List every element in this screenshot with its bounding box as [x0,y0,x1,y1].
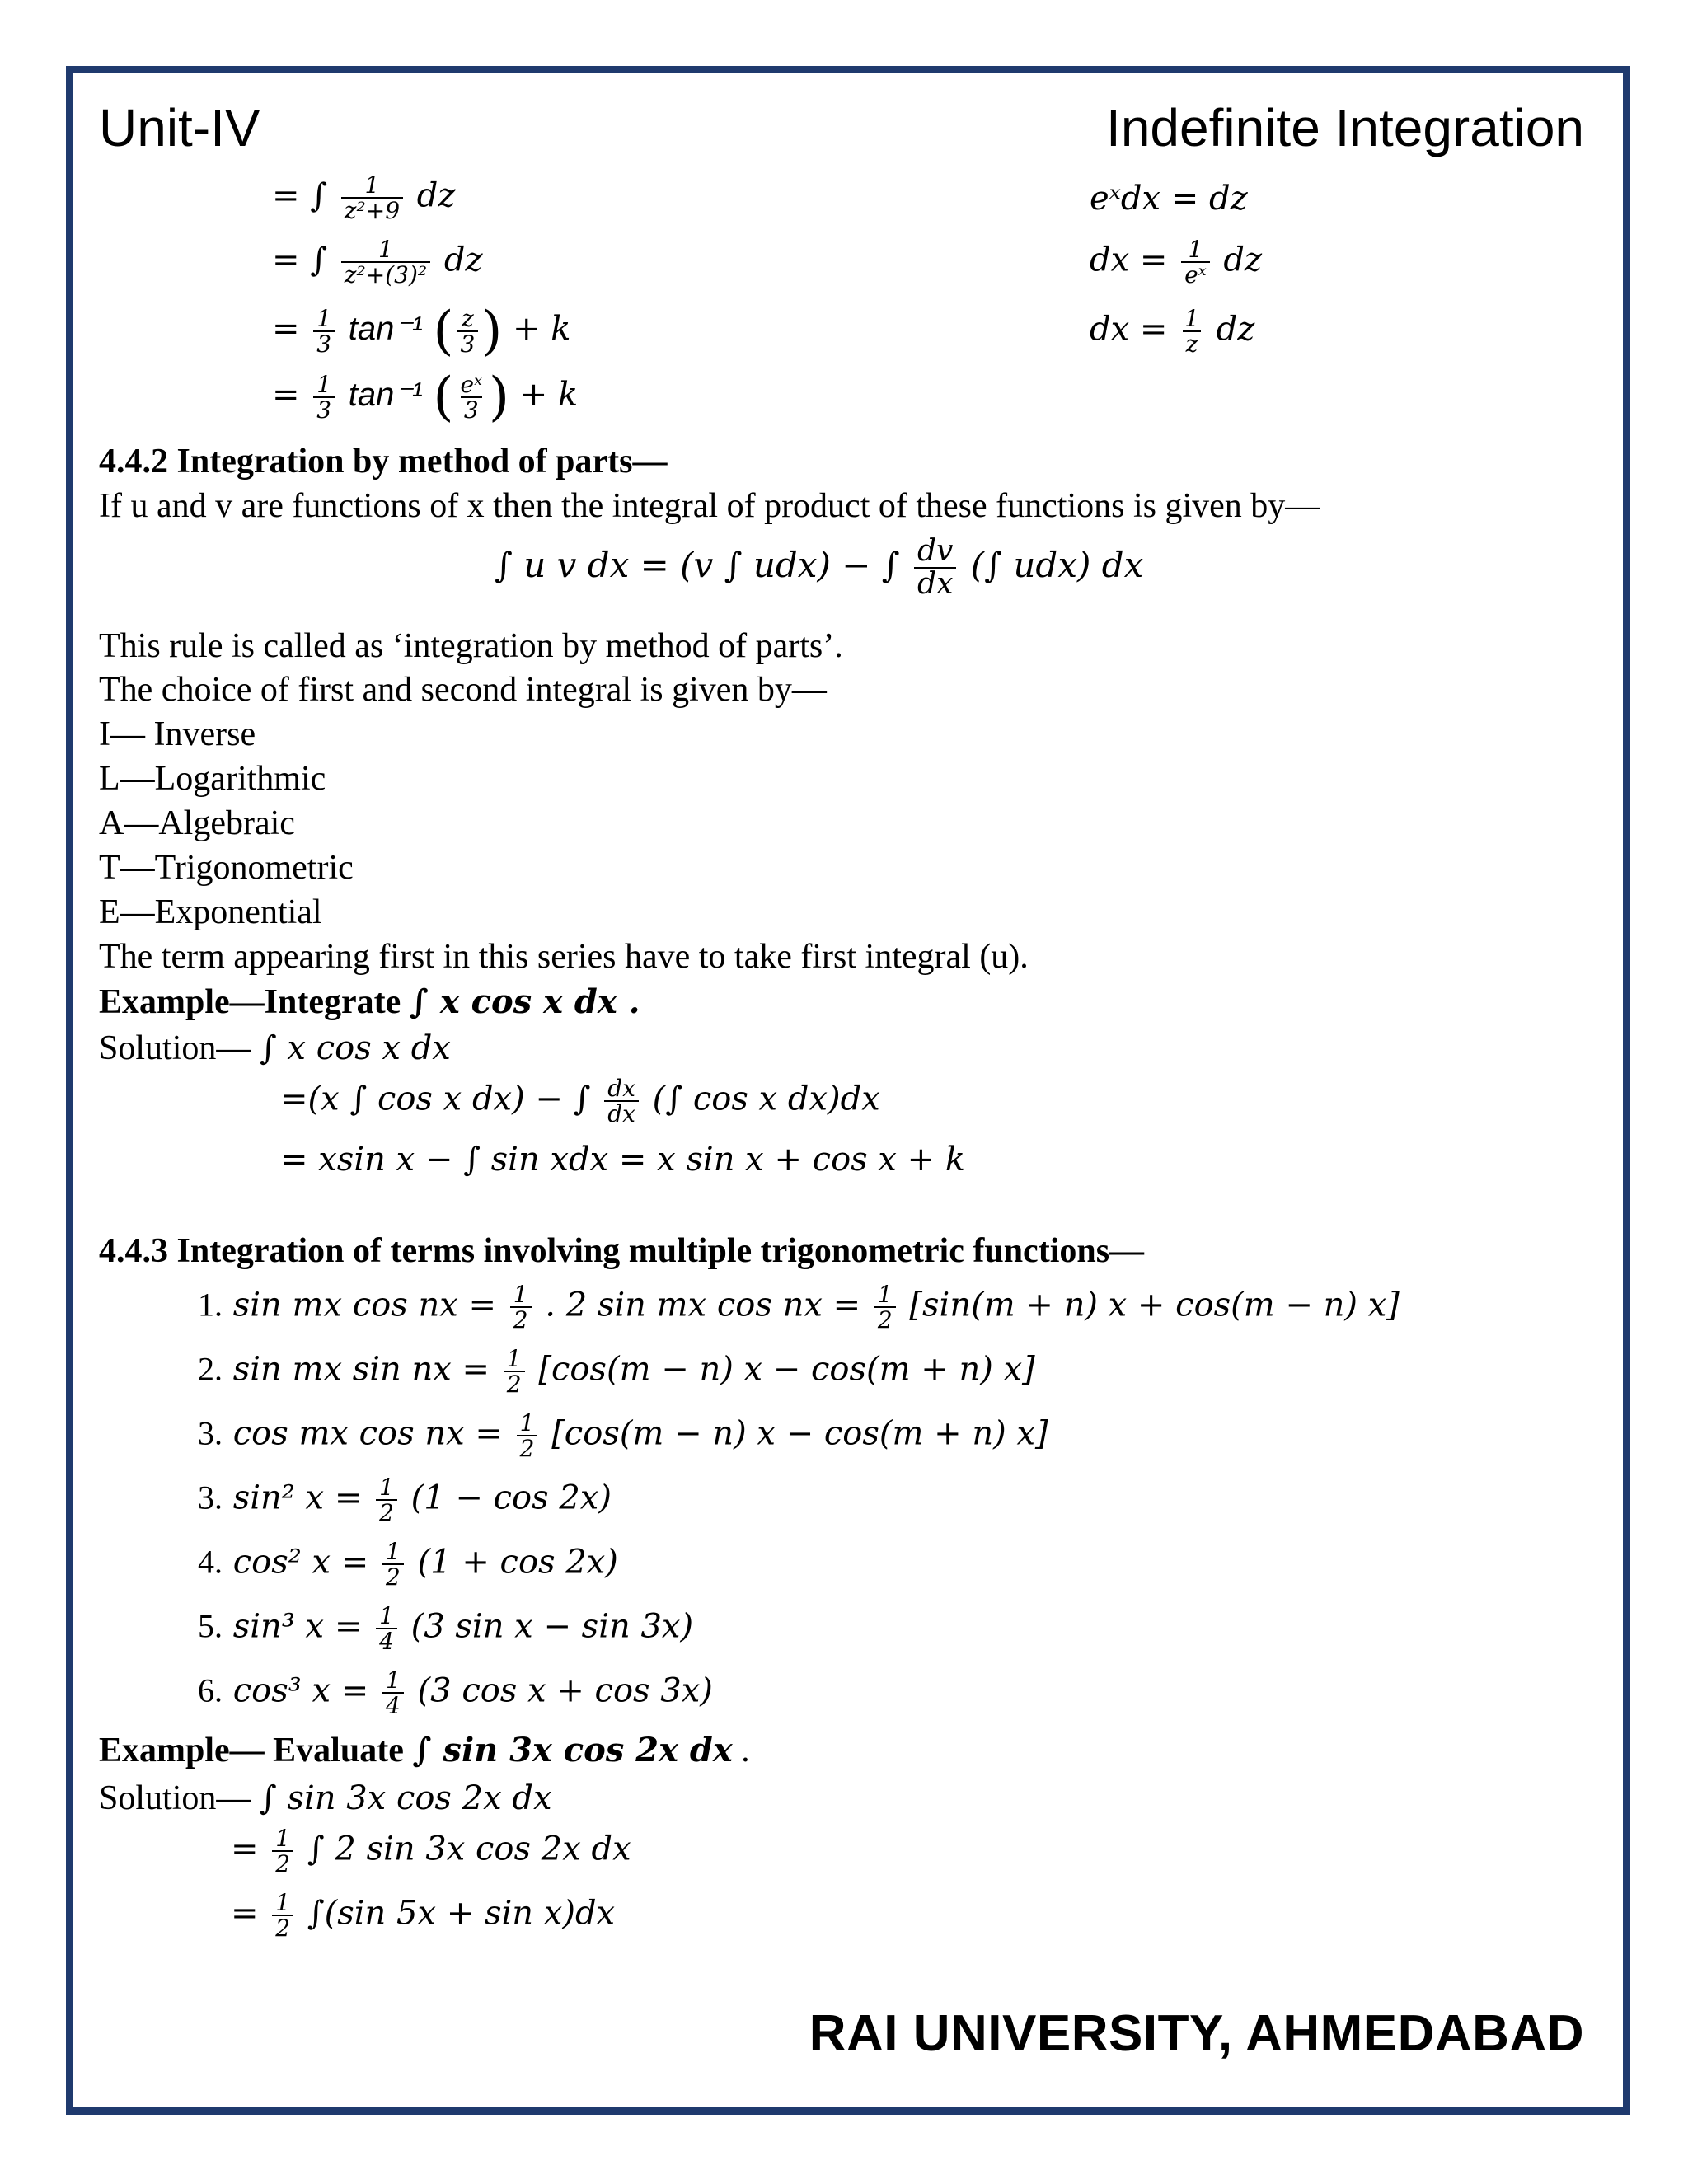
solution-1-step-1: =(x ∫ cos x dx) − ∫ $\frac{dx}{dx}$ (∫ cos x dx)dx [280,1075,880,1128]
ilate-item: I— Inverse [99,715,256,753]
parts-intro: If u and v are functions of x then the integral of product of these functions is given by— [99,487,1320,525]
side-step-2: dx = $\frac{1}{\text{eˣ}}$ dz [1090,236,1263,289]
identity-item: 4. cos² x = $\frac{1}{2}$ (1 + cos 2x) [198,1538,618,1591]
solution-1-step-2: = xsin x − ∫ sin xdx = x sin x + cos x + k [280,1141,966,1179]
unit-title: Unit-IV [99,98,260,157]
example-2: Example— Evaluate ∫ sin 3x cos 2x dx . [99,1731,750,1769]
section-heading-442: 4.4.2 Integration by method of parts— [99,443,668,480]
sub-step-1: = ∫ $\frac{1}{\text{z²+9}}$ dz [272,171,456,225]
chapter-title: Indefinite Integration [1106,98,1584,157]
sub-step-2: = ∫ $\frac{1}{\text{z²+(3)²}}$ dz [272,236,483,289]
university-footer: RAI UNIVERSITY, AHMEDABAD [809,2005,1584,2062]
solution-2-step-2: = $\frac{1}{2}$ ∫(sin 5x + sin x)dx [231,1889,616,1943]
solution-2: Solution— ∫ sin 3x cos 2x dx [99,1779,552,1817]
identity-item: 6. cos³ x = $\frac{1}{4}$ (3 cos x + cos 3x) [198,1666,713,1720]
side-step-3: dx = $\frac{1}{z}$ dz [1090,305,1255,359]
ilate-item: E—Exponential [99,893,322,931]
section-heading-443: 4.4.3 Integration of terms involving multiple trigonometric functions— [99,1232,1145,1270]
example-1: Example—Integrate ∫ x cos x dx . [99,982,640,1021]
side-step-1: eˣdx = dz [1090,180,1248,218]
ilate-note: The term appearing first in this series have to take first integral (u). [99,938,1029,976]
solution-1: Solution— ∫ x cos x dx [99,1029,451,1067]
parts-formula: ∫ u v dx = (v ∫ udx) − ∫ $\frac{dv}{dx}$ (∫ udx) dx [495,534,1144,601]
ilate-item: L—Logarithmic [99,760,326,798]
sub-step-4: = $\frac{1}{3}$ tan⁻¹ ( $\frac{\text{eˣ}}{3}$ ) + k [272,367,579,428]
choice-text: The choice of first and second integral is given by— [99,671,827,709]
ilate-item: A—Algebraic [99,804,295,842]
parts-rule: This rule is called as ‘integration by method of parts’. [99,627,843,665]
identity-item: 3. sin² x = $\frac{1}{2}$ (1 − cos 2x) [198,1474,612,1527]
identity-item: 5. sin³ x = $\frac{1}{4}$ (3 sin x − sin 3x) [198,1602,694,1656]
sub-step-3: = $\frac{1}{3}$ tan⁻¹ ( $\frac{z}{3}$ ) + k [272,301,571,362]
identity-item: 1. sin mx cos nx = $\frac{1}{2}$ . 2 sin mx cos nx = $\frac{1}{2}$ [sin(m + n) x + cos(m − n) x] [198,1281,1400,1334]
identity-item: 3. cos mx cos nx = $\frac{1}{2}$ [cos(m − n) x − cos(m + n) x] [198,1409,1048,1463]
solution-2-step-1: = $\frac{1}{2}$ ∫ 2 sin 3x cos 2x dx [231,1825,631,1878]
ilate-item: T—Trigonometric [99,849,354,887]
identity-item: 2. sin mx sin nx = $\frac{1}{2}$ [cos(m − n) x − cos(m + n) x] [198,1345,1035,1399]
